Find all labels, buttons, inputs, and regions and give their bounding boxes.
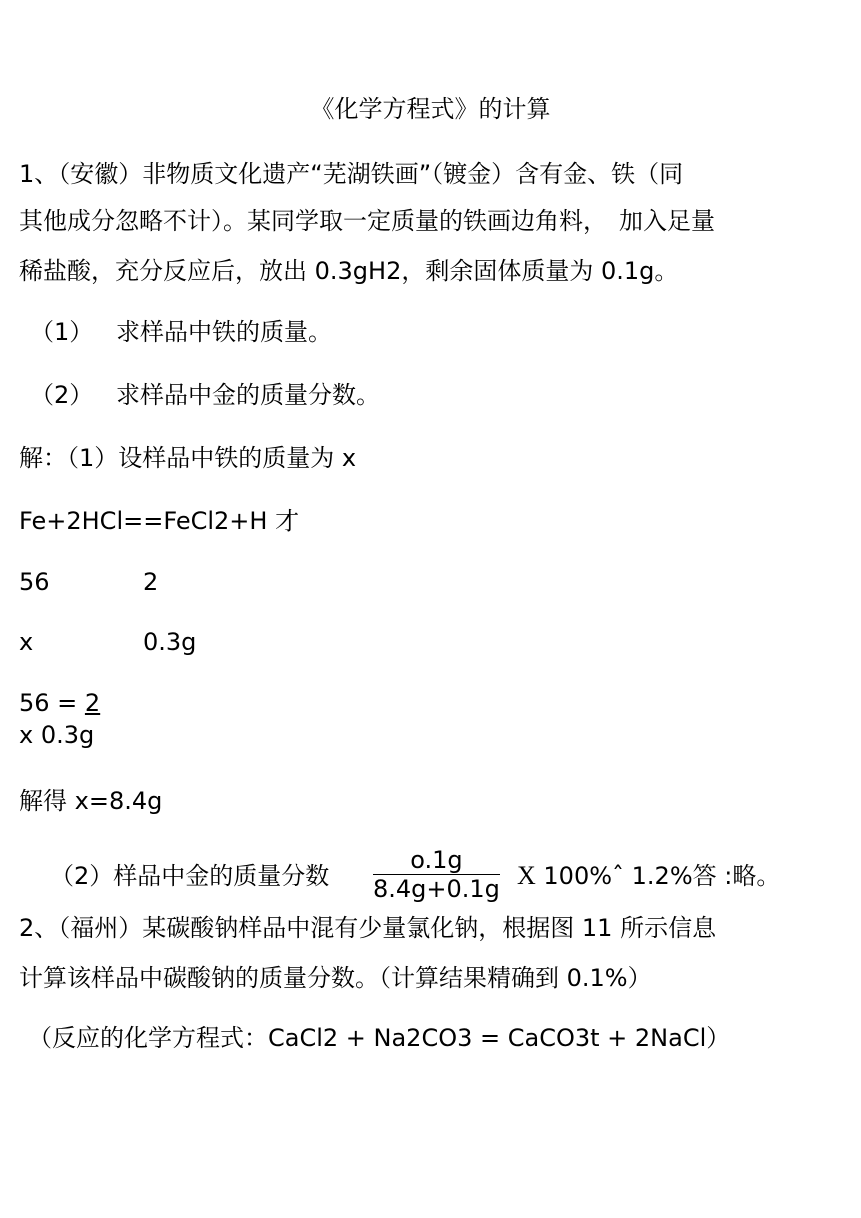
q2-line-2: 计算该样品中碳酸钠的质量分数。（计算结果精确到 0.1%） <box>19 964 652 992</box>
part2-suffix <box>517 861 780 891</box>
q2-line-3: （反应的化学方程式：CaCl2 + Na2CO3 = CaCO3t + 2NaCl） <box>28 1024 731 1052</box>
q2-line-1: 2、（福州）某碳酸钠样品中混有少量氯化钠，根据图 11 所示信息 <box>19 914 717 942</box>
proportion-value: 2 <box>84 689 101 717</box>
h2-mass: 0.3g <box>143 628 197 656</box>
subquestion-number: （1） <box>30 318 94 346</box>
molar-mass-h2: 2 <box>143 568 159 596</box>
fraction <box>373 846 500 903</box>
unknown-x: x <box>19 628 34 656</box>
solution-intro: 解：（1）设样品中铁的质量为 x <box>19 444 357 472</box>
subquestion-number: （2） <box>30 381 94 409</box>
subquestion-text: 求样品中铁的质量。 <box>116 318 332 346</box>
subquestion-text: 求样品中金的质量分数。 <box>116 381 380 409</box>
part2-answer: 100%ˆ 1.2%答 :略。 <box>535 862 781 890</box>
q1-line-2: 其他成分忽略不计）。某同学取一定质量的铁画边角料， 加入足量 <box>19 207 715 235</box>
proportion-bottom: x 0.3g <box>19 721 95 749</box>
solution-result: 解得 x=8.4g <box>19 787 163 815</box>
page-title: 《化学方程式》的计算 <box>310 95 551 123</box>
proportion-prefix: 56 = <box>19 689 85 717</box>
q1-line-3: 稀盐酸，充分反应后，放出 0.3gH2，剩余固体质量为 0.1g。 <box>19 257 679 285</box>
q1-line-1: 1、（安徽）非物质文化遗产“芜湖铁画”（镀金）含有金、铁（同 <box>19 160 684 188</box>
times-sign: X <box>517 861 536 890</box>
chemical-equation: Fe+2HCl==FeCl2+H 才 <box>19 507 300 535</box>
molar-mass-fe: 56 <box>19 568 50 596</box>
fraction-numerator: o.1g <box>373 846 500 875</box>
fraction-denominator: 8.4g+0.1g <box>373 875 500 903</box>
part2-prefix: （2）样品中金的质量分数 <box>50 862 330 890</box>
proportion-top <box>19 688 100 718</box>
